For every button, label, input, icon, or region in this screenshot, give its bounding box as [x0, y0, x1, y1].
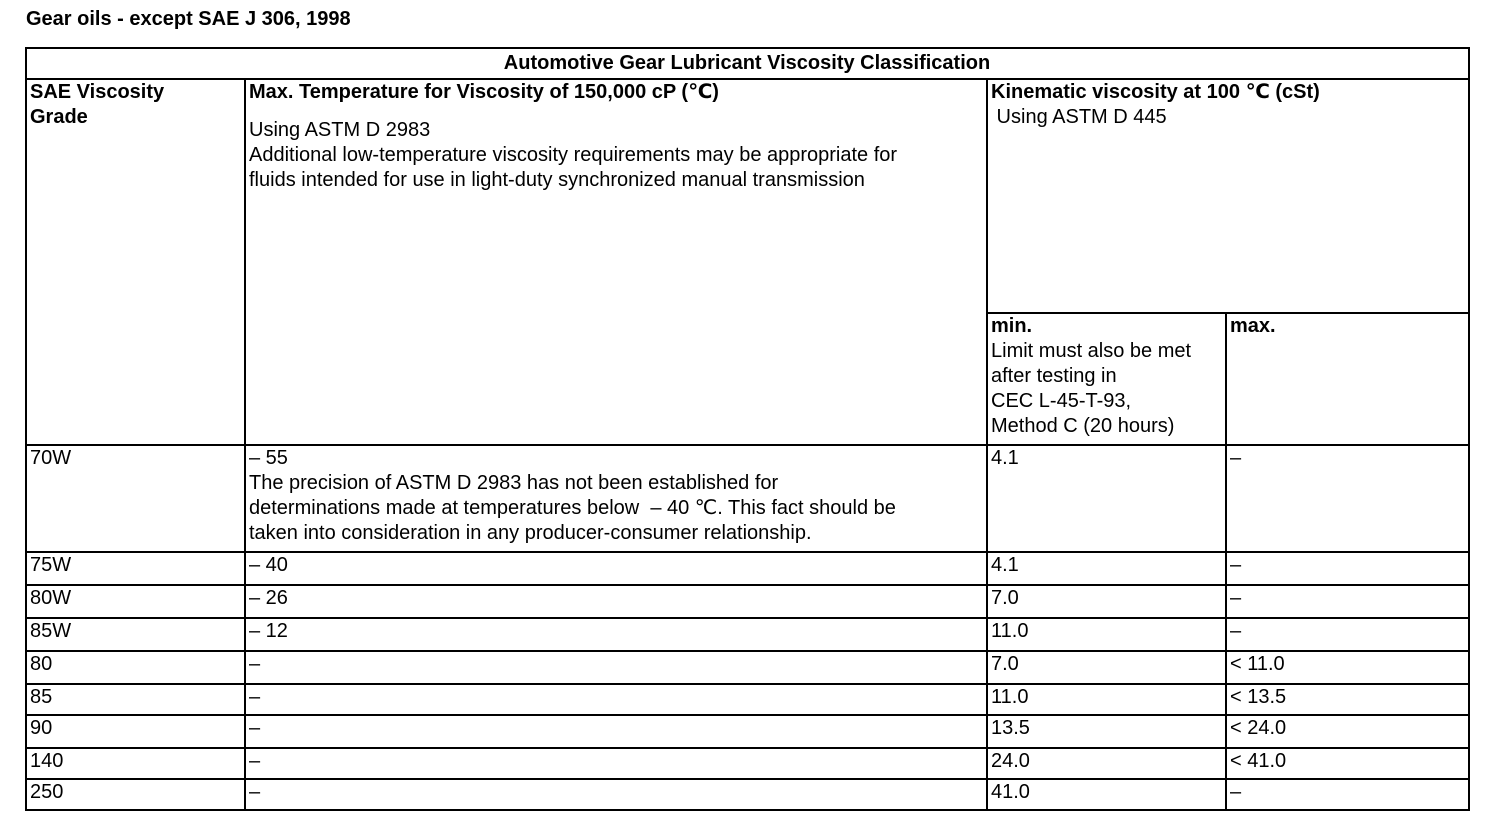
- table-row: [26, 779, 1469, 810]
- header-sae-grade-line1: SAE Viscosity: [30, 81, 165, 103]
- cell-grade: 85W: [26, 618, 245, 651]
- viscosity-classification-table: [25, 47, 1470, 811]
- cell-temperature: –: [245, 715, 987, 748]
- table-row: [26, 715, 1469, 748]
- header-min-note-line2: after testing in: [991, 365, 1117, 387]
- cell-min: 4.1: [987, 552, 1226, 585]
- cell-min: 7.0: [987, 585, 1226, 618]
- table-row: [26, 618, 1469, 651]
- cell-max: –: [1226, 552, 1469, 585]
- cell-temperature: – 40: [245, 552, 987, 585]
- cell-max: < 11.0: [1226, 651, 1469, 684]
- header-max-temperature-method: Using ASTM D 2983: [249, 119, 431, 141]
- header-max-temperature-note-line1: Additional low-temperature viscosity requirements may be appropriate for: [249, 144, 898, 166]
- cell-precision-note-line1: The precision of ASTM D 2983 has not been established for: [249, 472, 779, 494]
- table-row: [26, 585, 1469, 618]
- cell-min: 11.0: [987, 684, 1226, 715]
- cell-temperature: – 12: [245, 618, 987, 651]
- header-kinematic-viscosity: [987, 79, 1469, 313]
- header-max: [1226, 313, 1469, 445]
- header-max-temperature-note-line2: fluids intended for use in light-duty synchronized manual transmission: [249, 169, 865, 191]
- page-title: Gear oils - except SAE J 306, 1998: [26, 8, 351, 30]
- cell-grade: 250: [26, 779, 245, 810]
- cell-min: 11.0: [987, 618, 1226, 651]
- cell-grade: 90: [26, 715, 245, 748]
- table-caption-row: [26, 48, 1469, 79]
- cell-max: < 24.0: [1226, 715, 1469, 748]
- cell-precision-note-line3: taken into consideration in any producer-consumer relationship.: [249, 522, 812, 544]
- header-sae-grade: [26, 79, 245, 445]
- table-row: [26, 684, 1469, 715]
- table-caption: Automotive Gear Lubricant Viscosity Classification: [26, 48, 1469, 79]
- table-row: [26, 552, 1469, 585]
- header-min-note-line3: CEC L-45-T-93,: [991, 390, 1132, 412]
- header-sae-grade-line2: Grade: [30, 106, 88, 128]
- header-min-note-line1: Limit must also be met: [991, 340, 1192, 362]
- header-max-label: max.: [1230, 315, 1276, 337]
- header-row: [26, 79, 1469, 313]
- cell-max: < 41.0: [1226, 748, 1469, 779]
- header-max-temperature: [245, 79, 987, 445]
- cell-min: 24.0: [987, 748, 1226, 779]
- header-min-label: min.: [991, 315, 1033, 337]
- cell-min: 7.0: [987, 651, 1226, 684]
- table-row: [26, 651, 1469, 684]
- cell-min: 41.0: [987, 779, 1226, 810]
- cell-temperature: –: [245, 748, 987, 779]
- cell-temperature: [245, 445, 987, 552]
- cell-max: < 13.5: [1226, 684, 1469, 715]
- table-row: [26, 445, 1469, 552]
- cell-max: –: [1226, 618, 1469, 651]
- header-max-temperature-title: Max. Temperature for Viscosity of 150,000 cP (℃): [249, 81, 719, 103]
- cell-temperature: –: [245, 779, 987, 810]
- cell-grade: 70W: [26, 445, 245, 552]
- cell-max: –: [1226, 779, 1469, 810]
- header-min: [987, 313, 1226, 445]
- header-kinematic-viscosity-method: Using ASTM D 445: [991, 106, 1167, 128]
- cell-grade: 75W: [26, 552, 245, 585]
- cell-precision-note-line2: determinations made at temperatures below – 40 ℃. This fact should be: [249, 497, 896, 519]
- cell-grade: 140: [26, 748, 245, 779]
- cell-temperature-value: – 55: [249, 447, 288, 469]
- header-kinematic-viscosity-title: Kinematic viscosity at 100 ℃ (cSt): [991, 81, 1320, 103]
- cell-temperature: –: [245, 651, 987, 684]
- table-row: [26, 748, 1469, 779]
- cell-max: –: [1226, 585, 1469, 618]
- cell-temperature: – 26: [245, 585, 987, 618]
- cell-max: –: [1226, 445, 1469, 552]
- cell-min: 13.5: [987, 715, 1226, 748]
- header-min-note-line4: Method C (20 hours): [991, 415, 1175, 437]
- cell-grade: 80W: [26, 585, 245, 618]
- cell-temperature: –: [245, 684, 987, 715]
- cell-grade: 80: [26, 651, 245, 684]
- cell-grade: 85: [26, 684, 245, 715]
- cell-min: 4.1: [987, 445, 1226, 552]
